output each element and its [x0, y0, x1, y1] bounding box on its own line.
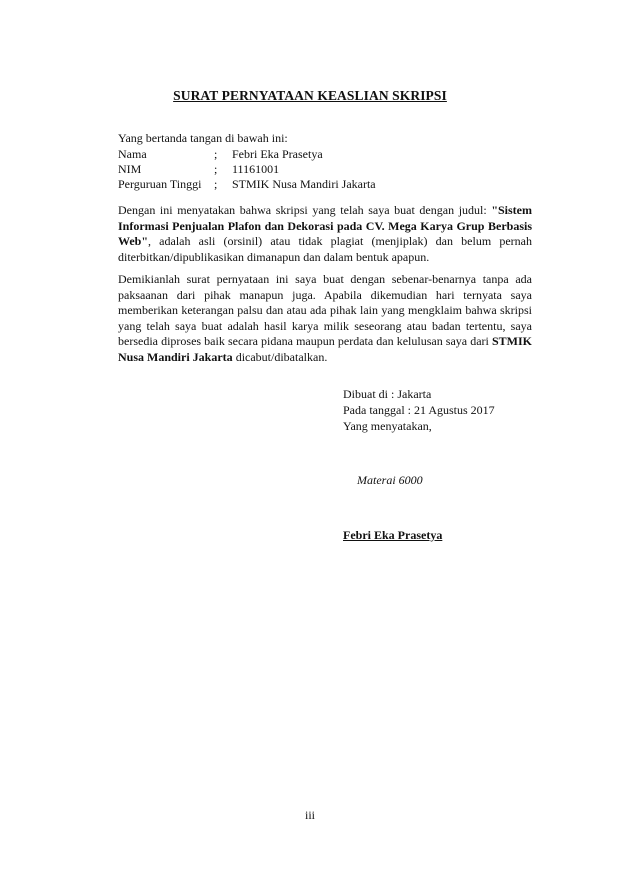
declaration-lead: Demikianlah surat pernyataan ini saya buat dengan sebenar-benarnya tanpa ada paksaanan dari pihak manapun juga. Apabila dikemudian hari ternyata saya memberikan keterangan palsu dan atau ada pihak lain yang mengklaim bahwa skripsi yang telah saya buat adalah hasil karya milik seseorang atau badan tertentu, saya bersedia diproses baik secara pidana maupun perdata dan kelulusan saya dari	[118, 272, 532, 348]
thesis-title: "Sistem Informasi Penjualan Plafon dan Dekorasi pada CV. Mega Karya Grup Berbasis Web"	[118, 203, 532, 248]
field-label: Perguruan Tinggi	[118, 177, 202, 191]
institution-name: STMIK Nusa Mandiri Jakarta	[118, 334, 532, 364]
signature-statement: Yang menyatakan,	[343, 419, 432, 433]
field-row-perguruan-tinggi	[118, 177, 538, 193]
field-value: Febri Eka Prasetya	[232, 147, 323, 161]
field-value: STMIK Nusa Mandiri Jakarta	[232, 177, 376, 191]
field-separator: ;	[214, 147, 218, 161]
signature-date: Pada tanggal : 21 Agustus 2017	[343, 403, 495, 417]
statement-lead: Dengan ini menyatakan bahwa skripsi yang telah saya buat dengan judul:	[118, 203, 492, 217]
declaration-paragraph	[118, 272, 532, 365]
page-number: iii	[304, 808, 315, 822]
signer-name: Febri Eka Prasetya	[343, 528, 443, 542]
field-row-nama	[118, 147, 538, 163]
declaration-rest: dicabut/dibatalkan.	[232, 349, 328, 364]
document-title: SURAT PERNYATAAN KEASLIAN SKRIPSI	[173, 88, 447, 103]
statement-paragraph	[118, 203, 532, 265]
signature-place: Dibuat di : Jakarta	[343, 387, 432, 401]
field-value: 11161001	[232, 162, 280, 176]
field-row-nim	[118, 162, 538, 178]
field-label: NIM	[118, 162, 142, 176]
intro-text: Yang bertanda tangan di bawah ini:	[118, 131, 288, 145]
statement-rest: , adalah asli (orsinil) atau tidak plagiat (menjiplak) dan belum pernah diterbitkan/dipublikasikan dimanapun dan dalam bentuk apapun.	[118, 234, 532, 264]
field-label: Nama	[118, 147, 147, 161]
materai-stamp-label: Materai 6000	[357, 473, 423, 487]
field-separator: ;	[214, 162, 218, 176]
field-separator: ;	[214, 177, 218, 191]
